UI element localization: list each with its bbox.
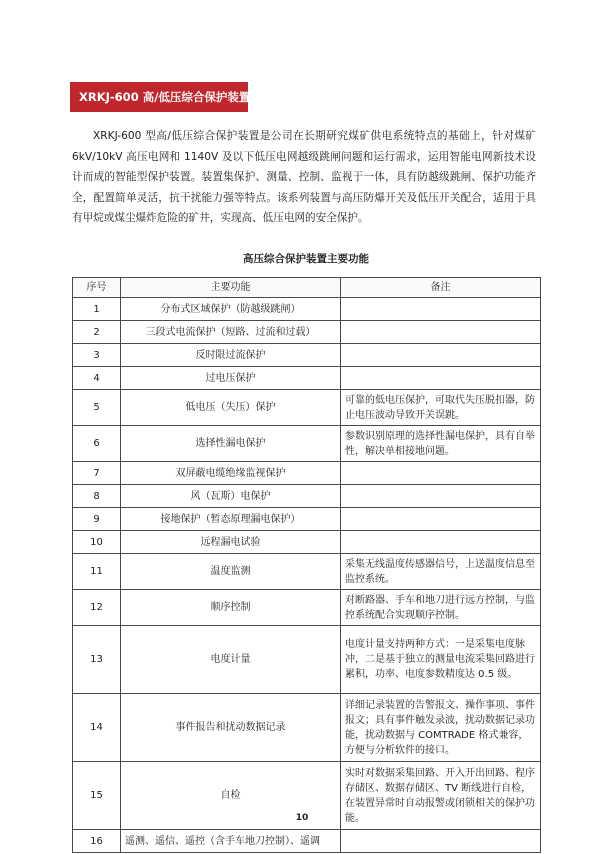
row-note: 可靠的低电压保护，可取代失压脱扣器，防止电压波动导致开关误跳。 [341, 390, 541, 426]
row-function: 过电压保护 [121, 367, 341, 390]
table-row [73, 694, 541, 762]
row-function: 遥测、遥信、遥控（含手车地刀控制）、遥调 [121, 830, 341, 853]
row-note: 详细记录装置的告警报文、操作事项、事件报文；具有事件触发录波，扰动数据记录功能，扰动数据与 COMTRADE 格式兼容，方便与分析软件的接口。 [341, 694, 541, 762]
row-function: 低电压（失压）保护 [121, 390, 341, 426]
table-row [73, 554, 541, 590]
table-row [73, 830, 541, 853]
table-header-row [73, 278, 541, 298]
table-row [73, 321, 541, 344]
row-function: 反时限过流保护 [121, 344, 341, 367]
row-no: 4 [73, 367, 121, 390]
row-function: 分布式区域保护（防越级跳闸） [121, 298, 341, 321]
row-no: 8 [73, 485, 121, 508]
table-row [73, 462, 541, 485]
row-note: 对断路器、手车和地刀进行远方控制，与监控系统配合实现顺序控制。 [341, 590, 541, 626]
row-function: 事件报告和扰动数据记录 [121, 694, 341, 762]
row-note [341, 321, 541, 344]
row-note [341, 367, 541, 390]
table-row [73, 485, 541, 508]
row-function: 三段式电流保护（短路、过流和过载） [121, 321, 341, 344]
row-no: 14 [73, 694, 121, 762]
row-function: 接地保护（暂态原理漏电保护） [121, 508, 341, 531]
row-function: 温度监测 [121, 554, 341, 590]
row-function: 双屏蔽电缆绝缘监视保护 [121, 462, 341, 485]
header-no: 序号 [73, 278, 121, 298]
row-note [341, 830, 541, 853]
row-function: 风（瓦斯）电保护 [121, 485, 341, 508]
row-note: 电度计量支持两种方式：一是采集电度脉冲，二是基于独立的测量电流采集回路进行累积，功率、电度参数精度达 0.5 级。 [341, 626, 541, 694]
row-no: 11 [73, 554, 121, 590]
row-no: 9 [73, 508, 121, 531]
row-no: 10 [73, 531, 121, 554]
row-function: 电度计量 [121, 626, 341, 694]
table-row [73, 367, 541, 390]
row-note: 参数识别原理的选择性漏电保护，具有自举性，解决单相接地问题。 [341, 426, 541, 462]
row-no: 3 [73, 344, 121, 367]
row-note [341, 485, 541, 508]
table-row [73, 390, 541, 426]
row-function: 远程漏电试验 [121, 531, 341, 554]
row-function: 选择性漏电保护 [121, 426, 341, 462]
table-caption: 高压综合保护装置主要功能 [243, 253, 369, 265]
row-note [341, 531, 541, 554]
table-row [73, 298, 541, 321]
row-no: 2 [73, 321, 121, 344]
row-no: 16 [73, 830, 121, 853]
table-row [73, 531, 541, 554]
intro-paragraph: XRKJ-600 型高/低压综合保护装置是公司在长期研究煤矿供电系统特点的基础上，针对煤矿6kV/10kV 高压电网和 1140V 及以下低压电网越级跳闸问题和运行需求，运用智能电网新技术设计而成的智能型保护装置。装置集保护、测量、控制、监视于一体，具有防越级跳闸、保护功能齐全，配置简单灵活，抗干扰能力强等特点。该系列装置与高压防爆开关及低压开关配合，适用于具有甲烷或煤尘爆炸危险的矿井，实现高、低压电网的安全保护。 [72, 130, 536, 224]
table-row [73, 590, 541, 626]
row-function: 自检 [121, 762, 341, 830]
page-number: 10 [295, 813, 309, 823]
row-note [341, 508, 541, 531]
row-function: 顺序控制 [121, 590, 341, 626]
header-note: 备注 [341, 278, 541, 298]
function-table [72, 277, 541, 853]
table-row [73, 426, 541, 462]
row-no: 1 [73, 298, 121, 321]
table-row [73, 344, 541, 367]
header-function: 主要功能 [121, 278, 341, 298]
row-note: 实时对数据采集回路、开入开出回路、程序存储区、数据存储区、TV 断线进行自检，在装置异常时自动报警或闭锁相关的保护功能。 [341, 762, 541, 830]
section-title: XRKJ-600 高/低压综合保护装置 [70, 82, 248, 112]
row-note: 采集无线温度传感器信号，上送温度信息至监控系统。 [341, 554, 541, 590]
row-no: 12 [73, 590, 121, 626]
table-row [73, 626, 541, 694]
row-no: 13 [73, 626, 121, 694]
row-no: 5 [73, 390, 121, 426]
row-note [341, 298, 541, 321]
table-row [73, 508, 541, 531]
row-no: 6 [73, 426, 121, 462]
row-note [341, 344, 541, 367]
row-no: 15 [73, 762, 121, 830]
row-note [341, 462, 541, 485]
row-no: 7 [73, 462, 121, 485]
